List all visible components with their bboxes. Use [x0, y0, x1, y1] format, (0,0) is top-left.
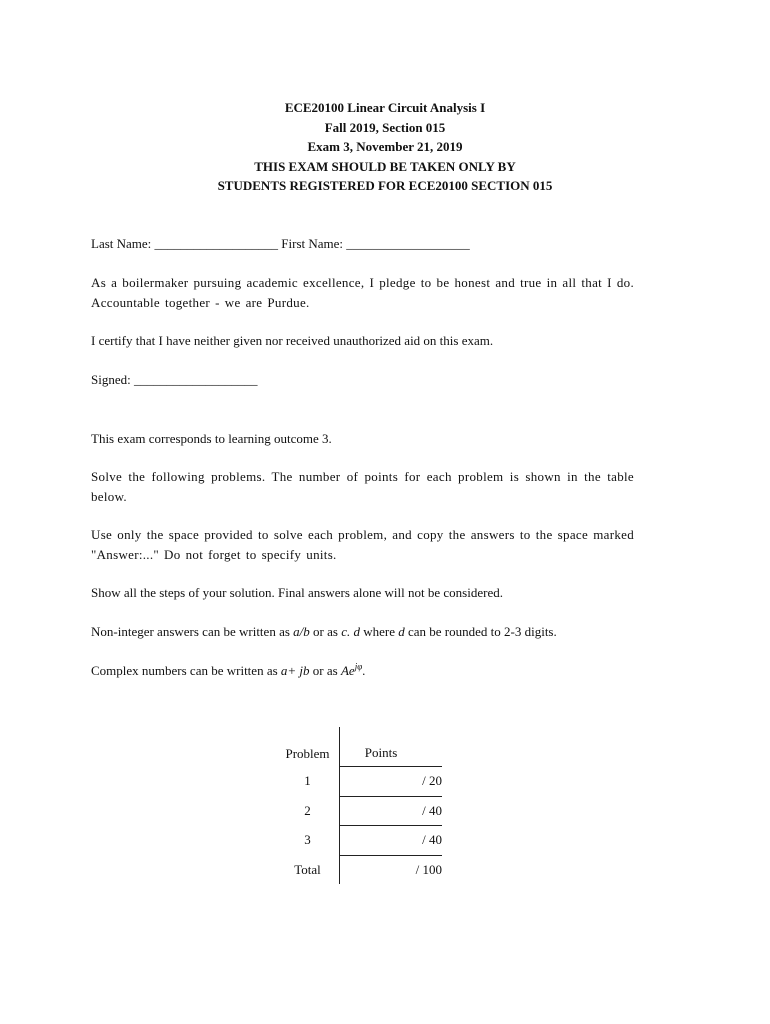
course-title: ECE20100 Linear Circuit Analysis I: [284, 100, 486, 115]
problem-points: / 40: [340, 796, 443, 826]
name-fields-line: Last Name: ___________________ First Name: ___________________: [91, 236, 470, 251]
warning-line-1: THIS EXAM SHOULD BE TAKEN ONLY BY: [254, 158, 516, 174]
points-table: [276, 727, 442, 884]
decimal-expression: c. d: [341, 624, 360, 639]
complex-instruction: [91, 661, 634, 681]
exam-date: Exam 3, November 21, 2019: [307, 139, 463, 154]
table-row-total: [276, 855, 442, 884]
polar-expression-exponent: jφ: [354, 661, 363, 672]
term-section: Fall 2019, Section 015: [324, 119, 446, 135]
decimal-variable: d: [398, 624, 405, 639]
signature-line: Signed: ___________________: [91, 372, 258, 387]
problem-points: / 40: [340, 826, 443, 856]
noninteger-prefix: Non-integer answers can be written as: [91, 624, 294, 639]
table-row: [276, 796, 442, 826]
table-row: [276, 767, 442, 797]
noninteger-or: or as: [309, 624, 342, 639]
fraction-expression: a/b: [293, 624, 310, 639]
header-points-label: Points: [364, 745, 398, 760]
noninteger-instruction: [91, 622, 634, 642]
header-problem: Problem: [276, 727, 340, 767]
solve-instruction: Solve the following problems. The number of points for each problem is shown in the table below.: [91, 469, 634, 504]
problem-number: 3: [276, 826, 340, 856]
honor-pledge: As a boilermaker pursuing academic excellence, I pledge to be honest and true in all that I do. Accountable together - we are Purdue.: [91, 275, 634, 310]
problem-number: 1: [276, 767, 340, 797]
certification-statement: I certify that I have neither given nor received unauthorized aid on this exam.: [91, 333, 494, 348]
table-row: [276, 826, 442, 856]
polar-expression-base: Ae: [340, 663, 355, 678]
problem-points: / 20: [340, 767, 443, 797]
exam-header: [0, 98, 770, 196]
complex-suffix: .: [362, 663, 366, 678]
complex-prefix: Complex numbers can be written as: [91, 663, 281, 678]
warning-line-2: STUDENTS REGISTERED FOR ECE20100 SECTION 015: [217, 178, 553, 193]
header-points: [340, 727, 443, 767]
problem-number: 2: [276, 796, 340, 826]
noninteger-where: where: [359, 624, 399, 639]
steps-instruction: Show all the steps of your solution. Final answers alone will not be considered.: [91, 585, 503, 600]
points-table-header: [276, 727, 442, 767]
noninteger-suffix: can be rounded to 2-3 digits.: [404, 624, 557, 639]
learning-outcome-note: This exam corresponds to learning outcome 3.: [91, 431, 332, 446]
total-label: Total: [276, 855, 340, 884]
complex-or: or as: [309, 663, 341, 678]
space-instruction: Use only the space provided to solve each problem, and copy the answers to the space marked "Answer:..." Do not forget to specify units.: [91, 527, 634, 562]
total-points: / 100: [415, 861, 442, 877]
rectangular-expression: a+ jb: [280, 663, 310, 678]
